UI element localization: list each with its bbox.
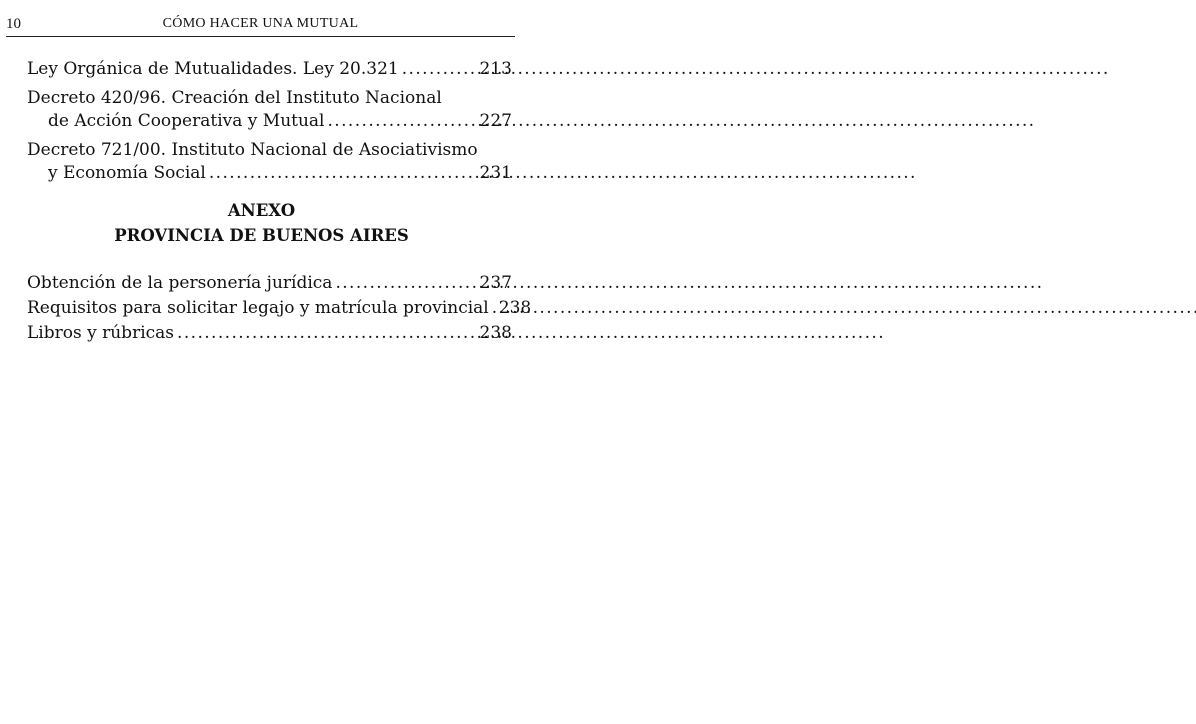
running-title: CÓMO HACER UNA MUTUAL [162, 16, 359, 31]
toc-page-number: 238 [498, 298, 532, 318]
toc-entry-title: Decreto 721/00. Instituto Nacional de Asociativismo [27, 140, 478, 160]
toc-entry [27, 58, 512, 81]
toc-line [27, 139, 512, 162]
dot-leader [328, 110, 477, 133]
page-header [6, 14, 515, 37]
dot-leader [209, 162, 477, 185]
toc-line [27, 297, 532, 320]
toc-line [27, 58, 512, 81]
dot-leader [335, 272, 476, 295]
toc-entry-title: Requisitos para solicitar legajo y matrícula provincial [27, 298, 489, 318]
toc-page-number: 238 [479, 323, 512, 343]
annex-title: ANEXO [227, 201, 296, 220]
toc-entry-title: Libros y rúbricas [27, 323, 175, 343]
toc-page-number: 227 [479, 111, 512, 131]
toc-page-number: 237 [479, 273, 512, 293]
toc-entry-title-cont: y Economía Social [48, 163, 206, 183]
toc-entry [27, 272, 512, 295]
toc-entry [27, 139, 512, 185]
toc-line [27, 322, 512, 345]
page-number: 10 [6, 16, 21, 32]
toc-entry-title-cont: de Acción Cooperativa y Mutual [48, 111, 325, 131]
toc-entry-title: Obtención de la personería jurídica [27, 273, 333, 293]
toc-page-number: 231 [479, 163, 512, 183]
toc-line [27, 87, 512, 110]
toc-entry-title: Decreto 420/96. Creación del Instituto Nacional [27, 88, 442, 108]
toc-line [27, 272, 512, 295]
toc-page-number: 213 [479, 59, 512, 79]
dot-leader [492, 297, 496, 320]
toc-entry [27, 87, 512, 133]
toc-section-annex [27, 272, 532, 345]
book-page [0, 0, 532, 724]
toc-line [27, 110, 512, 133]
toc-section-main [27, 58, 512, 185]
toc-entry-title: Ley Orgánica de Mutualidades. Ley 20.321 [27, 59, 399, 79]
annex-subtitle: PROVINCIA DE BUENOS AIRES [114, 226, 409, 245]
dot-leader [177, 322, 477, 345]
toc-line [27, 162, 512, 185]
toc-entry [27, 297, 532, 320]
dot-leader [402, 58, 477, 81]
toc-entry [27, 322, 512, 345]
